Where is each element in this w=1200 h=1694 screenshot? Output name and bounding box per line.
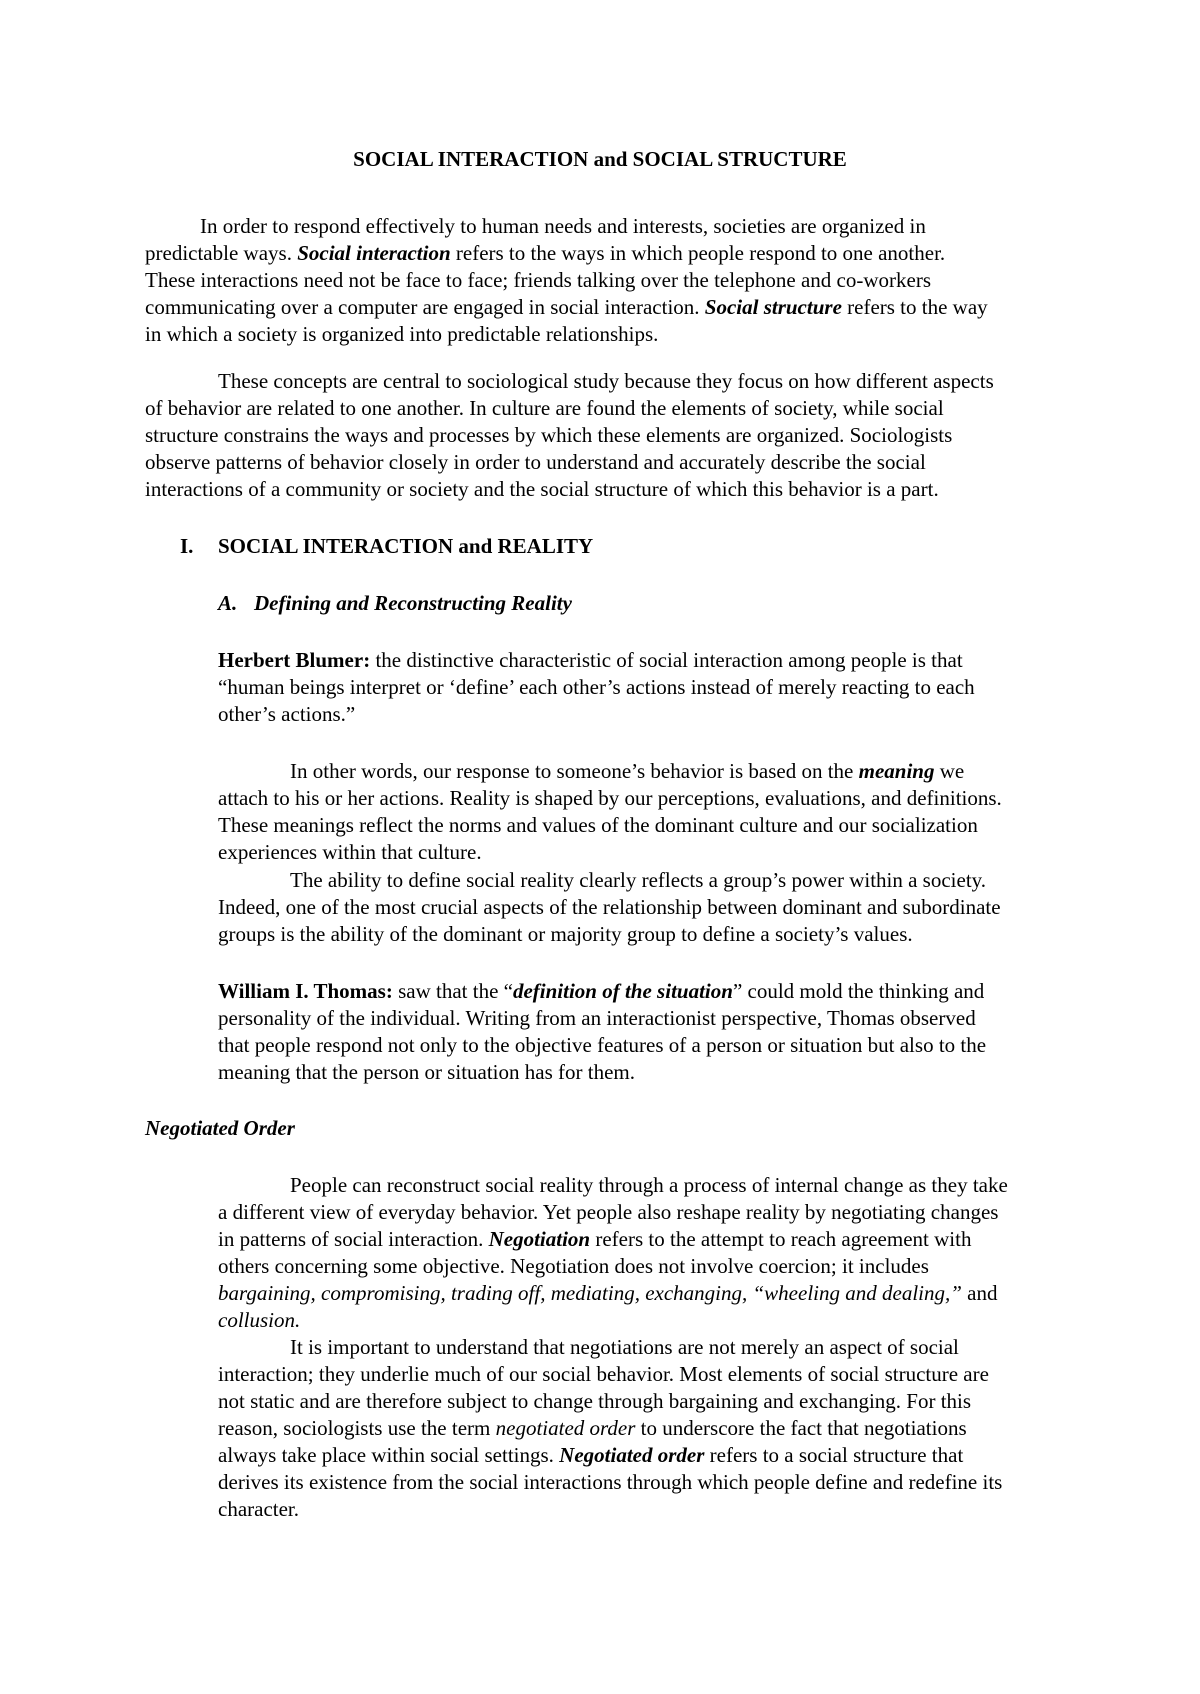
text-span: communicating over a computer are engaged in social interaction. [145,295,705,319]
author-name: Herbert Blumer: [218,648,371,672]
text-line: groups is the ability of the dominant or majority group to define a society’s values. [218,922,913,946]
text-line: other’s actions.” [218,702,356,726]
text-line: “human beings interpret or ‘define’ each other’s actions instead of merely reacting to each [218,675,975,699]
text-span: reason, sociologists use the term [218,1416,496,1440]
text-line: These interactions need not be face to face; friends talking over the telephone and co-workers [145,268,932,292]
author-name: William I. Thomas: [218,979,393,1003]
text-line: interaction; they underlie much of our social behavior. Most elements of social structure are [218,1362,989,1386]
text-span: saw that the “ [392,979,513,1003]
text-span: in patterns of social interaction. [218,1227,489,1251]
text-line: attach to his or her actions. Reality is shaped by our perceptions, evaluations, and definitions. [218,786,1002,810]
text-line: a different view of everyday behavior. Yet people also reshape reality by negotiating changes [218,1200,999,1224]
text-line [145,239,945,267]
text-span: to underscore the fact that negotiations [635,1416,967,1440]
text-line [218,1225,971,1253]
term-meaning: meaning [858,759,935,783]
text-line: collusion. [218,1308,301,1332]
text-line: These meanings reflect the norms and values of the dominant culture and our socialization [218,813,978,837]
text-span: and [961,1281,998,1305]
text-line: People can reconstruct social reality through a process of internal change as they take [290,1173,1008,1197]
text-span: refers to the way [841,295,988,319]
italic-list: bargaining, compromising, trading off, mediating, exchanging, “wheeling and dealing,” [218,1281,962,1305]
text-line: character. [218,1497,300,1521]
text-line: of behavior are related to one another. In culture are found the elements of society, while social [145,396,944,420]
section-heading: SOCIAL INTERACTION and REALITY [218,534,594,558]
document-title: SOCIAL INTERACTION and SOCIAL STRUCTURE [353,147,847,171]
text-line: In order to respond effectively to human needs and interests, societies are organized in [200,214,926,238]
text-line [218,646,963,674]
text-line [218,977,984,1005]
text-line [218,1414,967,1442]
subsection-heading: Defining and Reconstructing Reality [254,591,572,615]
text-line: that people respond not only to the objective features of a person or situation but also to the [218,1033,987,1057]
text-line: in which a society is organized into predictable relationships. [145,322,659,346]
text-line: derives its existence from the social interactions through which people define and redefine its [218,1470,1003,1494]
text-line [145,293,988,321]
subheading-negotiated-order: Negotiated Order [145,1116,295,1140]
text-span: refers to the ways in which people respond to one another. [450,241,946,265]
text-span: refers to the attempt to reach agreement with [590,1227,972,1251]
text-line: not static and are therefore subject to change through bargaining and exchanging. For this [218,1389,972,1413]
text-span: ” could mold the thinking and [732,979,985,1003]
text-line: observe patterns of behavior closely in order to understand and accurately describe the social [145,450,926,474]
section-number: I. [180,534,194,558]
text-line: others concerning some objective. Negotiation does not involve coercion; it includes [218,1254,929,1278]
text-line: The ability to define social reality clearly reflects a group’s power within a society. [290,868,987,892]
text-span: refers to a social structure that [704,1443,964,1467]
text-span: the distinctive characteristic of social interaction among people is that [370,648,963,672]
text-span: In other words, our response to someone’s behavior is based on the [290,759,859,783]
text-line: experiences within that culture. [218,840,482,864]
text-line [218,1441,963,1469]
text-span: always take place within social settings. [218,1443,560,1467]
term-negotiated-order-bold: Negotiated order [559,1443,705,1467]
text-line: interactions of a community or society and the social structure of which this behavior is a part. [145,477,939,501]
term-social-structure: Social structure [704,295,842,319]
term-negotiated-order: negotiated order [495,1416,636,1440]
text-line: It is important to understand that negotiations are not merely an aspect of social [290,1335,959,1359]
text-span: we [934,759,965,783]
term-definition-of-situation: definition of the situation [512,979,733,1003]
term-social-interaction: Social interaction [297,241,451,265]
text-line [218,1279,998,1307]
text-line: Indeed, one of the most crucial aspects of the relationship between dominant and subordinate [218,895,1001,919]
text-line: structure constrains the ways and processes by which these elements are organized. Sociologists [145,423,953,447]
subsection-letter: A. [218,591,238,615]
text-span: predictable ways. [145,241,298,265]
term-negotiation: Negotiation [488,1227,591,1251]
text-line: These concepts are central to sociological study because they focus on how different aspects [218,369,994,393]
text-line: personality of the individual. Writing from an interactionist perspective, Thomas observed [218,1006,976,1030]
text-line [290,757,964,785]
text-line: meaning that the person or situation has for them. [218,1060,635,1084]
